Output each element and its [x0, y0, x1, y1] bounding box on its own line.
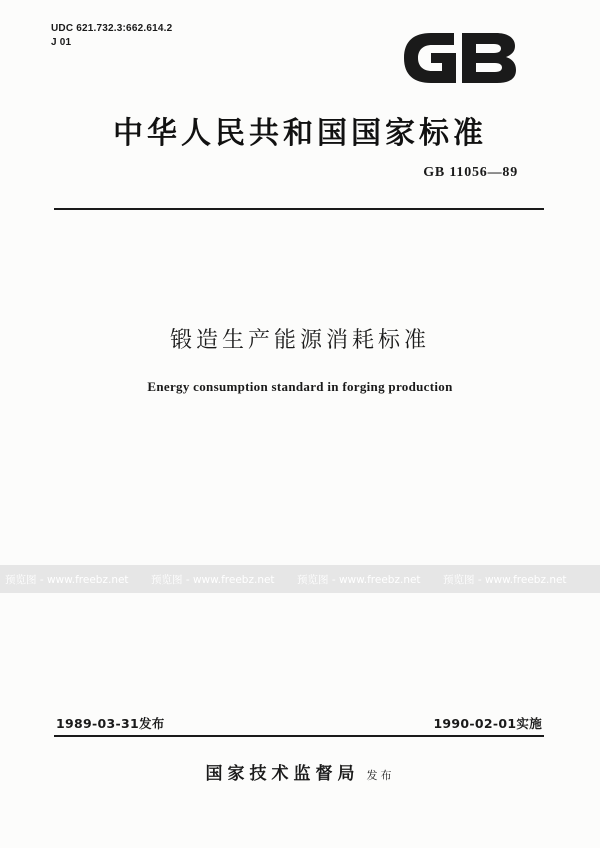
issuing-authority [0, 759, 600, 784]
watermark-text: 预览图 - www.freebz.net [151, 573, 275, 586]
standard-title-chinese: 锻造生产能源消耗标准 [169, 328, 430, 353]
watermark-band [0, 565, 600, 593]
issuer-action: 发布 [366, 769, 395, 782]
implementation-date: 1990-02-01实施 [433, 716, 542, 731]
footer-divider [54, 735, 544, 737]
header-divider [54, 208, 544, 210]
date-row [56, 714, 542, 732]
standard-number: GB 11056—89 [423, 165, 518, 180]
watermark-text: 预览图 - www.freebz.net [297, 573, 421, 586]
gb-logo [398, 27, 520, 89]
classification-codes [51, 22, 172, 50]
watermark-text: 预览图 - www.freebz.net [443, 573, 567, 586]
standard-title-english: Energy consumption standard in forging production [147, 379, 453, 394]
ccs-code: J 01 [51, 37, 72, 48]
udc-code: UDC 621.732.3:662.614.2 [51, 23, 173, 34]
issuer-name: 国家技术监督局 [205, 764, 360, 784]
national-standard-title: 中华人民共和国国家标准 [113, 116, 487, 151]
watermark-text: 预览图 - www.freebz.net [5, 573, 129, 586]
issue-date: 1989-03-31发布 [56, 716, 165, 731]
